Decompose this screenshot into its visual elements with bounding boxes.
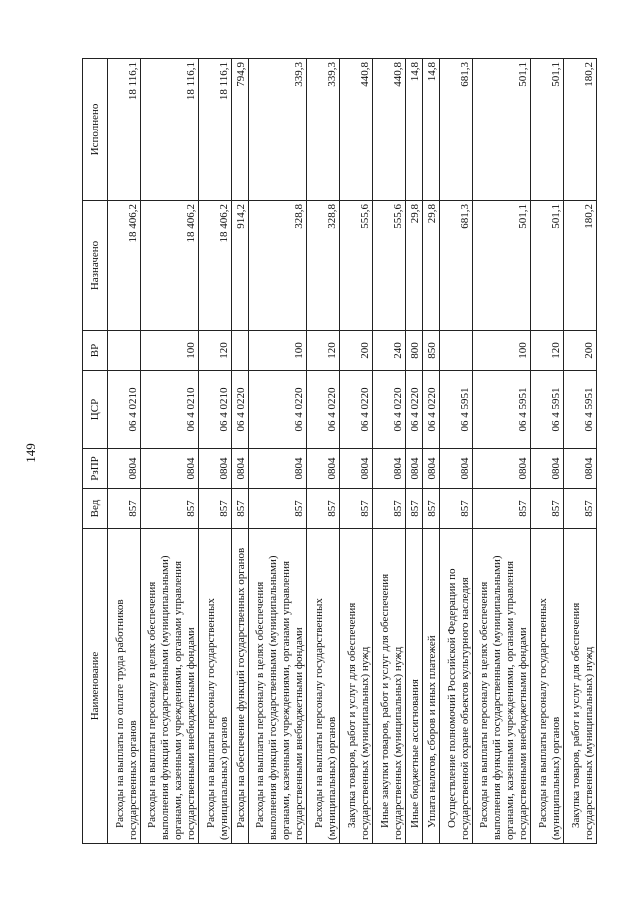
name-cell <box>473 529 531 844</box>
budget-table <box>82 58 597 844</box>
table-row <box>199 59 232 844</box>
executed-cell: 794,9 <box>232 59 249 201</box>
ved-cell: 857 <box>406 489 423 529</box>
table-row <box>531 59 564 844</box>
rzpr-cell: 0804 <box>199 449 232 489</box>
csr-cell: 06 4 0210 <box>199 371 232 449</box>
table-row <box>373 59 406 844</box>
row-name: Расходы на выплаты персоналу в целях обеспечения выполнения функций государственными (муниципальными) органами, казенными учреждениями, органами управления государственными внебюджетными фондами <box>478 555 529 840</box>
executed-cell: 501,1 <box>473 59 531 201</box>
planned-cell: 29,8 <box>406 201 423 331</box>
executed-cell: 339,3 <box>307 59 340 201</box>
table-header-row <box>83 59 108 844</box>
col-header-name: Наименование <box>83 529 108 844</box>
name-cell <box>199 529 232 844</box>
row-name: Расходы на выплаты персоналу государственных (муниципальных) органов <box>205 598 230 840</box>
table-row <box>307 59 340 844</box>
csr-cell: 06 4 0210 <box>108 371 141 449</box>
col-header-vr: ВР <box>83 331 108 371</box>
rzpr-cell: 0804 <box>440 449 473 489</box>
row-name: Расходы на обеспечение функций государственных органов <box>235 547 247 828</box>
csr-cell: 06 4 0220 <box>232 371 249 449</box>
row-name: Расходы на выплаты персоналу в целях обеспечения выполнения функций государственными (муниципальными) органами, казенными учреждениями, органами управления государственными внебюджетными фондами <box>146 555 197 840</box>
table-row <box>249 59 307 844</box>
vr-cell: 240 <box>373 331 406 371</box>
executed-cell: 14,8 <box>406 59 423 201</box>
rzpr-cell: 0804 <box>340 449 373 489</box>
rzpr-cell: 0804 <box>141 449 199 489</box>
table-row <box>406 59 423 844</box>
ved-cell: 857 <box>141 489 199 529</box>
executed-cell: 440,8 <box>340 59 373 201</box>
vr-cell: 120 <box>531 331 564 371</box>
name-cell <box>564 529 597 844</box>
ved-cell: 857 <box>473 489 531 529</box>
ved-cell: 857 <box>108 489 141 529</box>
col-header-ved: Вед <box>83 489 108 529</box>
table-row <box>473 59 531 844</box>
rzpr-cell: 0804 <box>373 449 406 489</box>
ved-cell: 857 <box>564 489 597 529</box>
table-row <box>141 59 199 844</box>
ved-cell: 857 <box>232 489 249 529</box>
row-name: Уплата налогов, сборов и иных платежей <box>426 635 438 828</box>
executed-cell: 18 116,1 <box>108 59 141 201</box>
row-name: Осуществление полномочий Российской Федерации по государственной охране объектов культурного наследия <box>446 568 471 840</box>
row-name: Расходы на выплаты персоналу государственных (муниципальных) органов <box>537 598 562 840</box>
planned-cell: 18 406,2 <box>108 201 141 331</box>
ved-cell: 857 <box>307 489 340 529</box>
name-cell <box>440 529 473 844</box>
table-row <box>232 59 249 844</box>
executed-cell: 339,3 <box>249 59 307 201</box>
planned-cell: 18 406,2 <box>141 201 199 331</box>
csr-cell: 06 4 0220 <box>423 371 440 449</box>
planned-cell: 555,6 <box>340 201 373 331</box>
name-cell <box>249 529 307 844</box>
rzpr-cell: 0804 <box>423 449 440 489</box>
csr-cell: 06 4 0220 <box>340 371 373 449</box>
vr-cell <box>232 331 249 371</box>
rzpr-cell: 0804 <box>564 449 597 489</box>
planned-cell: 681,3 <box>440 201 473 331</box>
row-name: Иные закупки товаров, работ и услуг для обеспечения государственных (муниципальных) нужд <box>379 573 404 840</box>
row-name: Закупка товаров, работ и услуг для обеспечения государственных (муниципальных) нужд <box>346 602 371 840</box>
rzpr-cell: 0804 <box>406 449 423 489</box>
name-cell <box>232 529 249 844</box>
name-cell <box>307 529 340 844</box>
vr-cell: 120 <box>307 331 340 371</box>
rzpr-cell: 0804 <box>249 449 307 489</box>
vr-cell: 200 <box>340 331 373 371</box>
col-header-executed: Исполнено <box>83 59 108 201</box>
planned-cell: 328,8 <box>307 201 340 331</box>
col-header-rzpr: РзПР <box>83 449 108 489</box>
rzpr-cell: 0804 <box>531 449 564 489</box>
csr-cell: 06 4 0220 <box>249 371 307 449</box>
planned-cell: 501,1 <box>473 201 531 331</box>
csr-cell: 06 4 5951 <box>564 371 597 449</box>
planned-cell: 328,8 <box>249 201 307 331</box>
ved-cell: 857 <box>340 489 373 529</box>
ved-cell: 857 <box>423 489 440 529</box>
vr-cell: 100 <box>249 331 307 371</box>
planned-cell: 180,2 <box>564 201 597 331</box>
ved-cell: 857 <box>440 489 473 529</box>
planned-cell: 29,8 <box>423 201 440 331</box>
planned-cell: 555,6 <box>373 201 406 331</box>
vr-cell: 100 <box>473 331 531 371</box>
vr-cell <box>440 331 473 371</box>
vr-cell: 800 <box>406 331 423 371</box>
vr-cell: 850 <box>423 331 440 371</box>
table-row <box>423 59 440 844</box>
name-cell <box>340 529 373 844</box>
csr-cell: 06 4 0220 <box>406 371 423 449</box>
vr-cell: 200 <box>564 331 597 371</box>
table-row <box>440 59 473 844</box>
rzpr-cell: 0804 <box>108 449 141 489</box>
csr-cell: 06 4 5951 <box>531 371 564 449</box>
executed-cell: 14,8 <box>423 59 440 201</box>
table-body <box>108 59 597 844</box>
row-name: Расходы на выплаты персоналу в целях обеспечения выполнения функций государственными (муниципальными) органами, казенными учреждениями, органами управления государственными внебюджетными фондами <box>254 555 305 840</box>
ved-cell: 857 <box>249 489 307 529</box>
table-row <box>340 59 373 844</box>
vr-cell <box>108 331 141 371</box>
executed-cell: 18 116,1 <box>199 59 232 201</box>
col-header-csr: ЦСР <box>83 371 108 449</box>
planned-cell: 501,1 <box>531 201 564 331</box>
row-name: Иные бюджетные ассигнования <box>409 679 421 828</box>
page-number: 149 <box>23 443 38 463</box>
name-cell <box>108 529 141 844</box>
rzpr-cell: 0804 <box>473 449 531 489</box>
rzpr-cell: 0804 <box>232 449 249 489</box>
csr-cell: 06 4 5951 <box>473 371 531 449</box>
name-cell <box>141 529 199 844</box>
name-cell <box>531 529 564 844</box>
ved-cell: 857 <box>373 489 406 529</box>
executed-cell: 501,1 <box>531 59 564 201</box>
table-row <box>108 59 141 844</box>
name-cell <box>423 529 440 844</box>
executed-cell: 180,2 <box>564 59 597 201</box>
budget-table-container <box>82 59 594 844</box>
rzpr-cell: 0804 <box>307 449 340 489</box>
row-name: Закупка товаров, работ и услуг для обеспечения государственных (муниципальных) нужд <box>570 602 595 840</box>
ved-cell: 857 <box>531 489 564 529</box>
executed-cell: 681,3 <box>440 59 473 201</box>
planned-cell: 914,2 <box>232 201 249 331</box>
vr-cell: 100 <box>141 331 199 371</box>
name-cell <box>373 529 406 844</box>
executed-cell: 18 116,1 <box>141 59 199 201</box>
table-row <box>564 59 597 844</box>
row-name: Расходы на выплаты по оплате труда работников государственных органов <box>114 599 139 840</box>
col-header-planned: Назначено <box>83 201 108 331</box>
executed-cell: 440,8 <box>373 59 406 201</box>
ved-cell: 857 <box>199 489 232 529</box>
name-cell <box>406 529 423 844</box>
vr-cell: 120 <box>199 331 232 371</box>
csr-cell: 06 4 0220 <box>373 371 406 449</box>
planned-cell: 18 406,2 <box>199 201 232 331</box>
row-name: Расходы на выплаты персоналу государственных (муниципальных) органов <box>313 598 338 840</box>
csr-cell: 06 4 0210 <box>141 371 199 449</box>
csr-cell: 06 4 0220 <box>307 371 340 449</box>
csr-cell: 06 4 5951 <box>440 371 473 449</box>
